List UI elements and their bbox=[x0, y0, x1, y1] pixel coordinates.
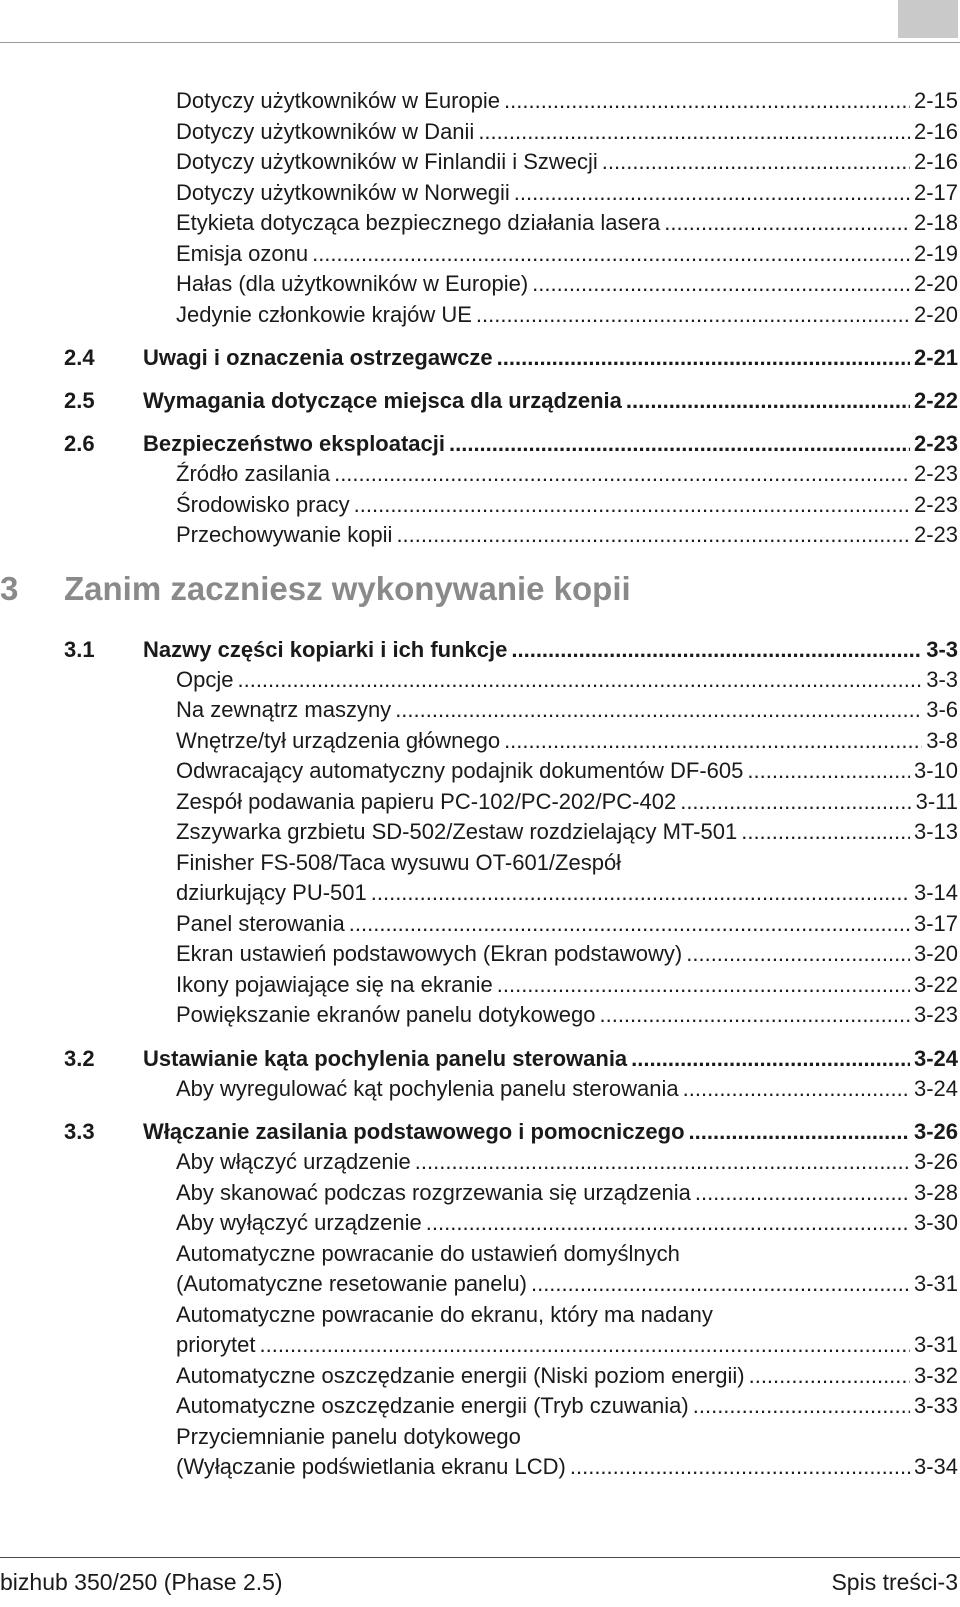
toc-entry-title: priorytet bbox=[176, 1332, 256, 1357]
toc-entry-title: Panel sterowania bbox=[176, 910, 345, 936]
toc-section-3-1[interactable] bbox=[0, 635, 960, 665]
toc-entry-title: Dotyczy użytkowników w Danii bbox=[176, 118, 475, 144]
leader-dots bbox=[511, 635, 922, 665]
toc-entry[interactable] bbox=[0, 459, 960, 490]
toc-entry-title: dziurkujący PU-501 bbox=[176, 880, 367, 905]
toc-entry[interactable] bbox=[0, 300, 960, 331]
leader-dots bbox=[695, 1178, 910, 1209]
section-title: Uwagi i oznaczenia ostrzegawcze bbox=[143, 345, 493, 370]
toc-entry[interactable] bbox=[0, 1147, 960, 1178]
leader-dots bbox=[599, 1000, 909, 1031]
leader-dots bbox=[334, 459, 910, 490]
toc-entry-page: 3-13 bbox=[913, 819, 958, 844]
section-title: Włączanie zasilania podstawowego i pomocniczego bbox=[143, 1119, 685, 1144]
toc-entry-page: 3-10 bbox=[913, 758, 958, 783]
leader-dots bbox=[371, 878, 910, 909]
toc-entry[interactable] bbox=[0, 1391, 960, 1422]
toc-entry[interactable] bbox=[0, 939, 960, 970]
toc-entry-page: 2-20 bbox=[913, 271, 958, 296]
chapter-title: Zanim zaczniesz wykonywanie kopii bbox=[64, 569, 631, 607]
toc-section-2-4[interactable] bbox=[0, 343, 960, 373]
toc-entry-page: 3-24 bbox=[913, 1075, 958, 1101]
toc-entry-page: 2-23 bbox=[913, 522, 958, 547]
toc-entry[interactable] bbox=[0, 787, 960, 818]
toc-entry-title: Przechowywanie kopii bbox=[176, 522, 393, 547]
leader-dots bbox=[626, 386, 910, 416]
toc-entry-title: Zespół podawania papieru PC-102/PC-202/PC-402 bbox=[176, 788, 677, 814]
toc-entry-page: 2-23 bbox=[913, 461, 958, 486]
toc-entry-title: Opcje bbox=[176, 666, 234, 692]
leader-dots bbox=[602, 147, 910, 178]
leader-dots bbox=[514, 178, 910, 209]
toc-entry[interactable] bbox=[0, 1330, 960, 1361]
leader-dots bbox=[689, 1117, 910, 1147]
footer-page-label: Spis treści-3 bbox=[831, 1569, 958, 1595]
toc-entry-title: Hałas (dla użytkowników w Europie) bbox=[176, 271, 529, 296]
toc-entry-page: 2-16 bbox=[913, 149, 958, 174]
toc-entry-title: Finisher FS-508/Taca wysuwu OT-601/Zespół bbox=[176, 849, 622, 875]
toc-entry[interactable] bbox=[0, 239, 960, 270]
toc-entry-page: 3-33 bbox=[913, 1393, 958, 1418]
leader-dots bbox=[683, 1074, 910, 1105]
toc-entry[interactable] bbox=[0, 178, 960, 209]
toc-section-3-3[interactable] bbox=[0, 1117, 960, 1147]
toc-entry-page: 3-34 bbox=[913, 1454, 958, 1479]
toc-entry-page: 2-15 bbox=[913, 88, 958, 113]
leader-dots bbox=[449, 429, 910, 459]
toc-entry-title: (Automatyczne resetowanie panelu) bbox=[176, 1271, 527, 1296]
leader-dots bbox=[686, 939, 910, 970]
section-page: 3-26 bbox=[913, 1119, 958, 1144]
toc-entry-page: 3-31 bbox=[913, 1332, 958, 1357]
toc-entry-title: Emisja ozonu bbox=[176, 240, 309, 266]
toc-entry-page: 2-18 bbox=[913, 210, 958, 235]
toc-entry[interactable] bbox=[0, 1452, 960, 1483]
section-title: Nazwy części kopiarki i ich funkcje bbox=[143, 636, 508, 662]
toc-entry-title: Automatyczne oszczędzanie energii (Niski poziom energii) bbox=[176, 1362, 745, 1388]
toc-section-3-2[interactable] bbox=[0, 1044, 960, 1074]
section-page: 3-3 bbox=[926, 636, 958, 662]
toc-entry-page: 3-22 bbox=[913, 971, 958, 997]
leader-dots bbox=[237, 665, 922, 696]
footer-rule bbox=[0, 1557, 960, 1558]
leader-dots bbox=[631, 1044, 910, 1074]
chapter-number: 3 bbox=[0, 569, 19, 607]
leader-dots bbox=[497, 970, 910, 1001]
toc-entry-page: 2-17 bbox=[913, 179, 958, 205]
toc-entry[interactable] bbox=[0, 1178, 960, 1209]
leader-dots bbox=[354, 490, 910, 521]
toc-entry-line[interactable] bbox=[0, 1300, 960, 1331]
toc-entry-page: 2-20 bbox=[913, 301, 958, 327]
toc-entry[interactable] bbox=[0, 208, 960, 239]
toc-entry-page: 3-17 bbox=[913, 910, 958, 936]
toc-entry-title: Ekran ustawień podstawowych (Ekran podstawowy) bbox=[176, 941, 683, 966]
leader-dots bbox=[426, 1208, 910, 1239]
toc-entry[interactable] bbox=[0, 269, 960, 300]
toc-entry-page: 3-8 bbox=[926, 727, 958, 753]
toc-entry[interactable] bbox=[0, 1208, 960, 1239]
toc-entry-title: Aby wyłączyć urządzenie bbox=[176, 1210, 422, 1235]
leader-dots bbox=[532, 269, 910, 300]
section-number: 3.1 bbox=[64, 636, 95, 662]
toc-entry-title: Automatyczne powracanie do ekranu, który ma nadany bbox=[176, 1301, 713, 1327]
toc-entry[interactable] bbox=[0, 147, 960, 178]
toc-entry-title: Etykieta dotycząca bezpiecznego działania lasera bbox=[176, 210, 661, 235]
header-rule bbox=[0, 42, 960, 43]
section-title: Bezpieczeństwo eksploatacji bbox=[143, 431, 445, 456]
toc-entry[interactable] bbox=[0, 117, 960, 148]
toc-entry-page: 3-26 bbox=[913, 1149, 958, 1174]
toc-entry-page: 3-23 bbox=[913, 1002, 958, 1027]
leader-dots bbox=[680, 787, 911, 818]
toc-entry-title: Środowisko pracy bbox=[176, 491, 350, 517]
toc-entry[interactable] bbox=[0, 1000, 960, 1031]
section-number: 2.4 bbox=[64, 345, 95, 370]
toc-entry-title: Zszywarka grzbietu SD-502/Zestaw rozdzielający MT-501 bbox=[176, 819, 738, 844]
toc-entry-title: Na zewnątrz maszyny bbox=[176, 697, 392, 722]
section-page: 3-24 bbox=[913, 1045, 958, 1071]
section-number: 2.6 bbox=[64, 431, 95, 456]
leader-dots bbox=[570, 1452, 910, 1483]
toc-entry-line[interactable] bbox=[0, 848, 960, 879]
leader-dots bbox=[349, 909, 910, 940]
leader-dots bbox=[747, 756, 910, 787]
toc-entry[interactable] bbox=[0, 817, 960, 848]
toc-entry-title: Źródło zasilania bbox=[176, 461, 331, 486]
leader-dots bbox=[531, 1269, 910, 1300]
toc-entry[interactable] bbox=[0, 909, 960, 940]
leader-dots bbox=[259, 1330, 909, 1361]
leader-dots bbox=[478, 117, 910, 148]
toc-entry-title: Jedynie członkowie krajów UE bbox=[176, 301, 472, 327]
leader-dots bbox=[504, 726, 922, 757]
footer-product: bizhub 350/250 (Phase 2.5) bbox=[0, 1569, 283, 1595]
chapter-tab-marker bbox=[898, 0, 958, 38]
toc-entry-title: Przyciemnianie panelu dotykowego bbox=[176, 1423, 521, 1449]
toc-entry-page: 3-3 bbox=[926, 666, 958, 692]
table-of-contents bbox=[0, 86, 960, 1483]
leader-dots bbox=[664, 208, 910, 239]
toc-entry-title: Wnętrze/tył urządzenia głównego bbox=[176, 727, 501, 753]
toc-entry[interactable] bbox=[0, 490, 960, 521]
leader-dots bbox=[415, 1147, 910, 1178]
toc-entry-title: (Wyłączanie podświetlania ekranu LCD) bbox=[176, 1454, 566, 1479]
section-title: Ustawianie kąta pochylenia panelu sterowania bbox=[143, 1045, 628, 1071]
chapter-heading[interactable] bbox=[0, 567, 631, 611]
section-number: 3.2 bbox=[64, 1045, 95, 1071]
toc-entry-page: 3-31 bbox=[913, 1271, 958, 1296]
leader-dots bbox=[396, 520, 910, 551]
section-number: 2.5 bbox=[64, 388, 95, 413]
leader-dots bbox=[476, 300, 910, 331]
section-page: 2-23 bbox=[913, 431, 958, 456]
toc-entry-page: 3-6 bbox=[926, 697, 958, 722]
toc-entry-title: Ikony pojawiające się na ekranie bbox=[176, 971, 493, 997]
toc-entry[interactable] bbox=[0, 1361, 960, 1392]
toc-entry[interactable] bbox=[0, 1269, 960, 1300]
leader-dots bbox=[749, 1361, 910, 1392]
toc-entry-title: Dotyczy użytkowników w Finlandii i Szwecji bbox=[176, 149, 598, 174]
section-number: 3.3 bbox=[64, 1119, 95, 1144]
leader-dots bbox=[395, 695, 922, 726]
toc-entry-page: 2-19 bbox=[913, 240, 958, 266]
toc-entry[interactable] bbox=[0, 665, 960, 696]
toc-entry[interactable] bbox=[0, 695, 960, 726]
toc-entry-title: Aby skanować podczas rozgrzewania się urządzenia bbox=[176, 1179, 691, 1205]
page-footer bbox=[0, 1567, 960, 1597]
toc-entry-title: Dotyczy użytkowników w Norwegii bbox=[176, 179, 510, 205]
section-title: Wymagania dotyczące miejsca dla urządzenia bbox=[143, 388, 622, 413]
toc-entry[interactable] bbox=[0, 1074, 960, 1105]
toc-entry-title: Automatyczne powracanie do ustawień domyślnych bbox=[176, 1240, 680, 1266]
toc-entry[interactable] bbox=[0, 520, 960, 551]
toc-entry-title: Powiększanie ekranów panelu dotykowego bbox=[176, 1002, 596, 1027]
toc-entry-page: 3-11 bbox=[915, 788, 958, 814]
toc-entry-title: Odwracający automatyczny podajnik dokumentów DF-605 bbox=[176, 758, 744, 783]
leader-dots bbox=[497, 343, 910, 373]
toc-entry[interactable] bbox=[0, 970, 960, 1001]
leader-dots bbox=[741, 817, 910, 848]
toc-section-2-6[interactable] bbox=[0, 429, 960, 459]
toc-entry-title: Aby włączyć urządzenie bbox=[176, 1149, 411, 1174]
toc-entry-title: Aby wyregulować kąt pochylenia panelu sterowania bbox=[176, 1075, 679, 1101]
toc-entry[interactable] bbox=[0, 86, 960, 117]
toc-entry-line[interactable] bbox=[0, 1239, 960, 1270]
toc-entry-page: 3-30 bbox=[913, 1210, 958, 1235]
section-page: 2-21 bbox=[913, 345, 958, 370]
leader-dots bbox=[312, 239, 910, 270]
toc-entry-line[interactable] bbox=[0, 1422, 960, 1453]
toc-entry-page: 3-20 bbox=[913, 941, 958, 966]
toc-entry[interactable] bbox=[0, 878, 960, 909]
toc-entry-page: 2-16 bbox=[913, 118, 958, 144]
toc-section-2-5[interactable] bbox=[0, 386, 960, 416]
toc-entry-page: 3-32 bbox=[913, 1362, 958, 1388]
leader-dots bbox=[693, 1391, 910, 1422]
toc-entry-page: 2-23 bbox=[913, 491, 958, 517]
chapter-heading-wrap bbox=[0, 567, 960, 633]
section-page: 2-22 bbox=[913, 388, 958, 413]
toc-entry-page: 3-28 bbox=[913, 1179, 958, 1205]
toc-entry[interactable] bbox=[0, 726, 960, 757]
toc-entry-page: 3-14 bbox=[913, 880, 958, 905]
toc-entry-title: Automatyczne oszczędzanie energii (Tryb czuwania) bbox=[176, 1393, 689, 1418]
leader-dots bbox=[504, 86, 910, 117]
toc-entry-title: Dotyczy użytkowników w Europie bbox=[176, 88, 501, 113]
toc-entry[interactable] bbox=[0, 756, 960, 787]
